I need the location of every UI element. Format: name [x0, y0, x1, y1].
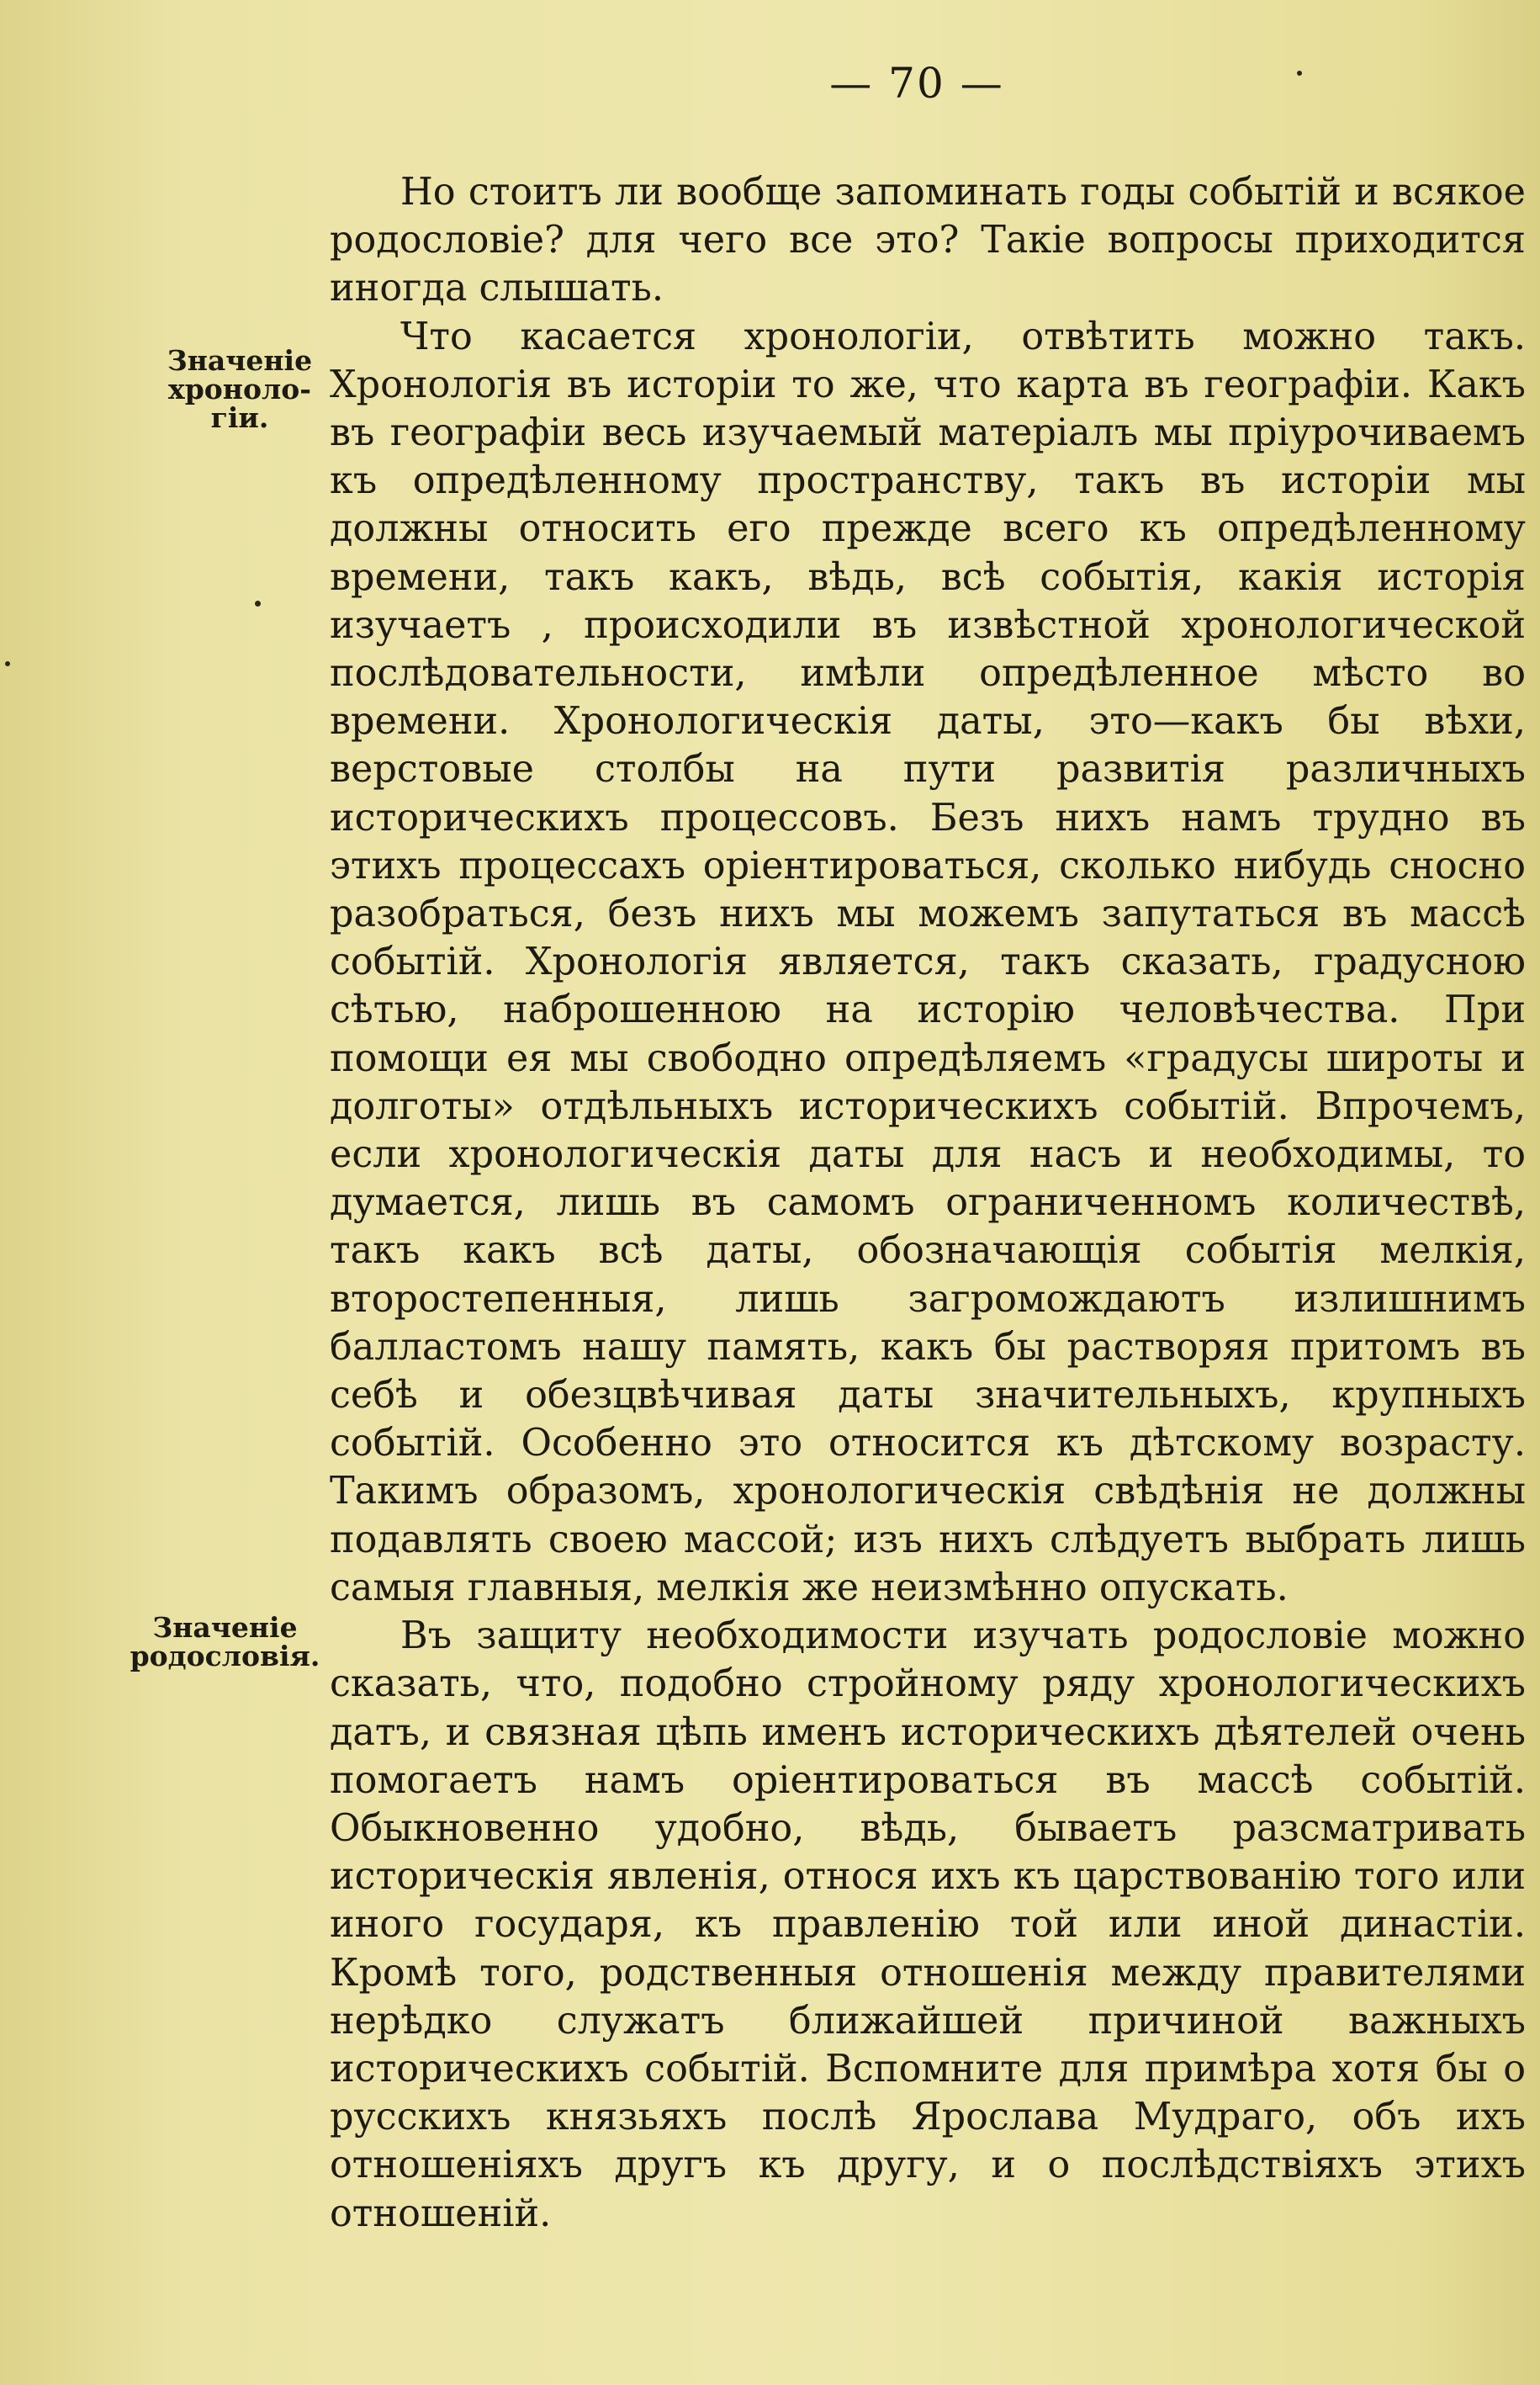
- ink-speck: [255, 601, 261, 607]
- page-number: — 70 —: [829, 59, 1004, 108]
- margin-note-line: Значеніе: [152, 1611, 298, 1644]
- margin-note-genealogy: [118, 1611, 332, 1672]
- margin-note-line: Значеніе: [167, 344, 313, 377]
- body-text: [330, 168, 1526, 2238]
- margin-note-line: гіи.: [210, 401, 269, 434]
- paragraph-question: Но стоитъ ли вообще запоминать годы событій и всякое родословіе? для чего все это? Такіе вопросы приходится иногда слышать.: [330, 171, 1526, 310]
- ink-speck: [1297, 71, 1302, 76]
- margin-note-line: хроноло-: [168, 373, 311, 405]
- margin-note-chronology: [156, 344, 324, 434]
- paragraph-chronology: Что касается хронологіи, отвѣтить можно такъ. Хронологія въ исторіи то же, что карта въ географіи. Какъ въ географіи весь изучаемый матеріалъ мы пріурочиваемъ къ опредѣленному пространству, такъ въ исторіи мы должны относить его прежде всего къ опредѣленному времени, такъ какъ, вѣдь, всѣ событія, какія исторія изучаетъ , происходили въ извѣстной хронологической послѣдовательности, имѣли опредѣленное мѣсто во времени. Хронологическія даты, это—какъ бы вѣхи, верстовые столбы на пути развитія различныхъ историческихъ процессовъ. Безъ нихъ намъ трудно въ этихъ процессахъ оріентироваться, сколько нибудь сносно разобраться, безъ нихъ мы можемъ запутаться въ массѣ событій. Хронологія является, такъ сказать, градусною сѣтью, наброшенною на исторію человѣчества. При помощи ея мы свободно опредѣляемъ «градусы широты и долготы» отдѣльныхъ историческихъ событій. Впрочемъ, если хронологическія даты для насъ и необходимы, то думается, лишь въ самомъ ограниченномъ количествѣ, такъ какъ всѣ даты, обозначающія событія мелкія, второстепенныя, лишь загромождаютъ излишнимъ балластомъ нашу память, какъ бы растворяя притомъ въ себѣ и обезцвѣчивая даты значительныхъ, крупныхъ событій. Особенно это относится къ дѣтскому возрасту. Такимъ образомъ, хронологическія свѣдѣнія не должны подавлять своею массой; изъ нихъ слѣдуетъ выбрать лишь самыя главныя, мелкія же неизмѣнно опускать.: [330, 315, 1526, 1609]
- margin-note-line: родословія.: [130, 1640, 320, 1672]
- ink-speck: [5, 661, 10, 666]
- paragraph-genealogy: Въ защиту необходимости изучать родословіе можно сказать, что, подобно стройному ряду хронологическихъ датъ, и связная цѣпь именъ историческихъ дѣятелей очень помогаетъ намъ оріентироваться въ массѣ событій. Обыкновенно удобно, вѣдь, бываетъ разсматривать историческія явленія, относя ихъ къ царствованію того или иного государя, къ правленію той или иной династіи. Кромѣ того, родственныя отношенія между правителями нерѣдко служатъ ближайшей причиной важныхъ историческихъ событій. Вспомните для примѣра хотя бы о русскихъ князьяхъ послѣ Ярослава Мудраго, объ ихъ отношеніяхъ другъ къ другу, и о послѣдствіяхъ этихъ отношеній.: [330, 1614, 1526, 2235]
